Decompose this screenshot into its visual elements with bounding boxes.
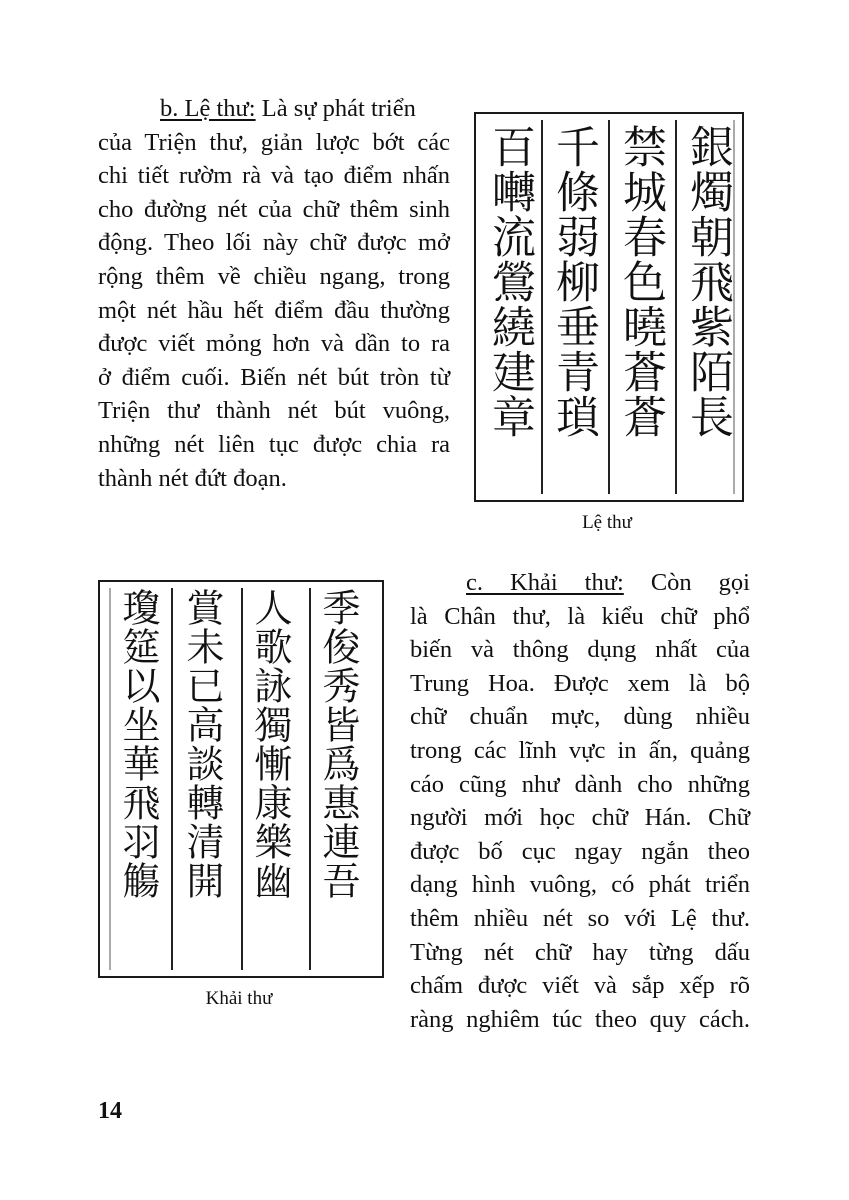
khai-thu-line: được bố cục ngay ngắn theo bbox=[410, 837, 750, 865]
khai-thu-calligraphy-image bbox=[98, 580, 384, 978]
khai-thu-line: dạng hình vuông, có phát triển bbox=[410, 871, 750, 899]
le-thu-column: 百囀流鶯繞建章 bbox=[484, 124, 535, 439]
khai-thu-paragraph bbox=[410, 566, 750, 1036]
khai-thu-line: Trung Hoa. Được xem là bộ bbox=[410, 669, 750, 697]
khai-thu-line: Từng nét chữ hay từng dấu bbox=[410, 938, 750, 966]
le-thu-column: 銀燭朝飛紫陌長 bbox=[682, 124, 733, 439]
khai-thu-line: cáo cũng như dành cho những bbox=[410, 770, 750, 798]
le-thu-column: 千條弱柳垂青瑣 bbox=[548, 124, 599, 439]
khai-thu-line: chấm được viết và sắp xếp rõ bbox=[410, 972, 750, 1000]
le-thu-line: Triện thư thành nét bút vuông, bbox=[98, 397, 450, 425]
khai-thu-column: 賞未已高談轉清開 bbox=[180, 588, 224, 900]
khai-thu-column: 瓊筵以坐華飛羽觴 bbox=[116, 588, 160, 900]
le-thu-line: Là sự phát triển bbox=[261, 95, 416, 122]
khai-thu-line: thêm nhiều nét so với Lệ thư. bbox=[410, 904, 750, 932]
le-thu-caption: Lệ thư bbox=[582, 512, 632, 533]
le-thu-paragraph bbox=[98, 92, 450, 495]
khai-thu-column: 季俊秀皆爲惠連吾 bbox=[316, 588, 360, 900]
khai-thu-line: trong các lĩnh vực in ấn, quảng bbox=[410, 736, 750, 764]
page-number: 14 bbox=[98, 1098, 122, 1124]
le-thu-line: được viết mỏng hơn và dần to ra bbox=[98, 330, 450, 358]
le-thu-line: những nét liên tục được chia ra bbox=[98, 430, 450, 458]
le-thu-calligraphy-image bbox=[474, 112, 744, 502]
khai-thu-line: chữ chuẩn mực, dùng nhiều bbox=[410, 703, 750, 731]
le-thu-line: thành nét đứt đoạn. bbox=[98, 464, 287, 492]
le-thu-line: động. Theo lối này chữ được mở bbox=[98, 229, 450, 257]
khai-thu-line: Còn gọi bbox=[650, 569, 750, 596]
le-thu-column: 禁城春色曉蒼蒼 bbox=[615, 124, 666, 439]
khai-thu-line: biến và thông dụng nhất của bbox=[410, 636, 750, 664]
le-thu-line: rộng thêm về chiều ngang, trong bbox=[98, 262, 450, 290]
le-thu-line: của Triện thư, giản lược bớt các bbox=[98, 128, 450, 156]
khai-thu-first-line bbox=[410, 566, 750, 600]
le-thu-first-line bbox=[98, 92, 450, 126]
khai-thu-line: người mới học chữ Hán. Chữ bbox=[410, 804, 750, 832]
le-thu-line: một nét hầu hết điểm đầu thường bbox=[98, 296, 450, 324]
khai-thu-column: 人歌詠獨慚康樂幽 bbox=[248, 588, 292, 900]
le-thu-line: chi tiết rườm rà và tạo điểm nhấn bbox=[98, 162, 450, 190]
le-thu-line: ở điểm cuối. Biến nét bút tròn từ bbox=[98, 363, 450, 391]
khai-thu-line: là Chân thư, là kiểu chữ phổ bbox=[410, 602, 750, 630]
le-thu-heading: b. Lệ thư: bbox=[160, 95, 256, 122]
khai-thu-caption: Khải thư bbox=[205, 988, 273, 1009]
le-thu-line: cho đường nét của chữ thêm sinh bbox=[98, 195, 450, 223]
khai-thu-heading: c. Khải thư: bbox=[466, 569, 624, 596]
khai-thu-line: ràng nghiêm túc theo quy cách. bbox=[410, 1005, 750, 1033]
